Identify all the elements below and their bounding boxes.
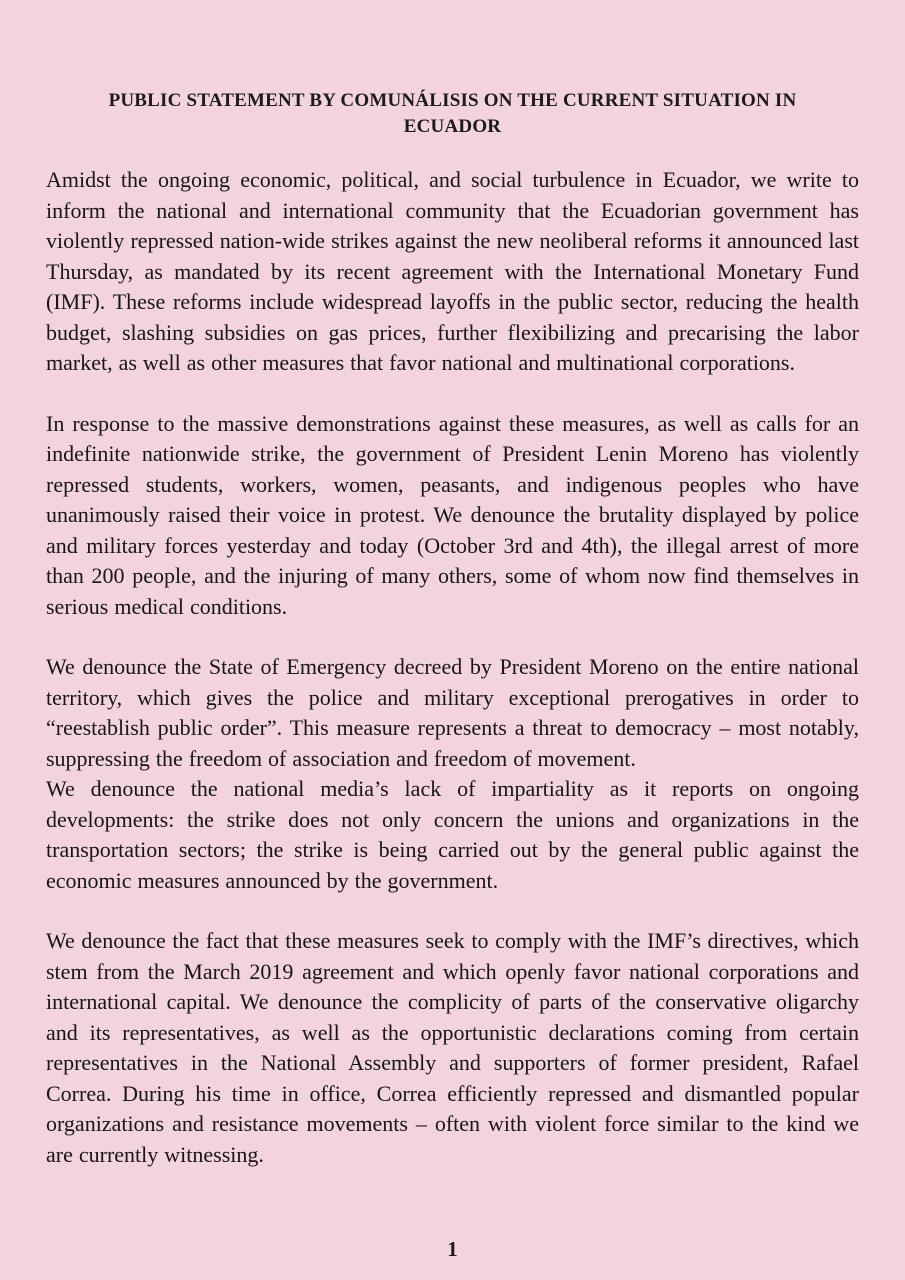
page-number: 1 (447, 1237, 458, 1261)
statement-body (46, 165, 859, 1170)
title-line-2: ECUADOR (403, 115, 502, 137)
title-line-1: PUBLIC STATEMENT BY COMUNÁLISIS ON THE CURRENT SITUATION IN (108, 89, 797, 111)
statement-title (46, 88, 859, 140)
paragraph-2: In response to the massive demonstrations against these measures, as well as calls for an indefinite nationwide strike, the government of President Lenin Moreno has violently repressed students, workers, women, peasants, and indigenous peoples who have unanimously raised their voice in protest. We denounce the brutality displayed by police and military forces yesterday and today (October 3rd and 4th), the illegal arrest of more than 200 people, and the injuring of many others, some of whom now find themselves in serious medical conditions. (46, 410, 859, 619)
paragraph-3: We denounce the State of Emergency decreed by President Moreno on the entire national territory, which gives the police and military exceptional prerogatives in order to “reestablish public order”. This measure represents a threat to democracy – most notably, suppressing the freedom of association and freedom of movement. (46, 654, 859, 771)
paragraph-1: Amidst the ongoing economic, political, and social turbulence in Ecuador, we write to inform the national and international community that the Ecuadorian government has violently repressed nation-wide strikes against the new neoliberal reforms it announced last Thursday, as mandated by its recent agreement with the International Monetary Fund (IMF). These reforms include widespread layoffs in the public sector, reducing the health budget, slashing subsidies on gas prices, further flexibilizing and precarising the labor market, as well as other measures that favor national and multinational corporations. (46, 167, 859, 375)
document-page (46, 0, 859, 1280)
paragraph-4: We denounce the national media’s lack of impartiality as it reports on ongoing developments: the strike does not only concern the unions and organizations in the transportation sectors; the strike is being carried out by the general public against the economic measures announced by the government. (46, 776, 859, 893)
paragraph-5: We denounce the fact that these measures seek to comply with the IMF’s directives, which stem from the March 2019 agreement and which openly favor national corporations and international capital. We denounce the complicity of parts of the conservative oligarchy and its representatives, as well as the opportunistic declarations coming from certain representatives in the National Assembly and supporters of former president, Rafael Correa. During his time in office, Correa efficiently repressed and dismantled popular organizations and resistance movements – often with violent force similar to the kind we are currently witnessing. (46, 928, 859, 1167)
